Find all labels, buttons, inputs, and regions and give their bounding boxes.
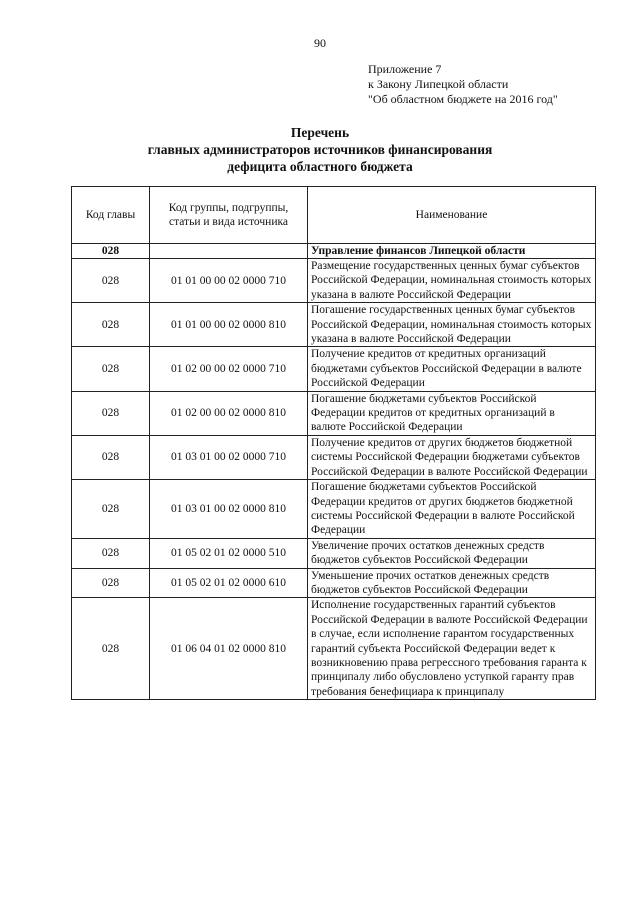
cell-chapter-code: 028 — [72, 259, 150, 303]
table-header-row — [72, 187, 596, 244]
cell-source-code — [150, 244, 308, 259]
cell-source-code: 01 01 00 00 02 0000 810 — [150, 303, 308, 347]
cell-chapter-code: 028 — [72, 391, 150, 435]
cell-name: Уменьшение прочих остатков денежных средств бюджетов субъектов Российской Федерации — [308, 568, 596, 598]
document-title — [0, 124, 640, 175]
cell-name: Получение кредитов от других бюджетов бюджетной системы Российской Федерации бюджетами субъектов Российской Федерации в валюте Российской Федерации — [308, 435, 596, 479]
table-row — [72, 598, 596, 700]
cell-chapter-code: 028 — [72, 435, 150, 479]
cell-chapter-code: 028 — [72, 538, 150, 568]
table-row — [72, 303, 596, 347]
cell-chapter-code: 028 — [72, 244, 150, 259]
appendix-line: Приложение 7 — [368, 62, 442, 76]
table-row — [72, 391, 596, 435]
table-body — [72, 244, 596, 700]
page-number: 90 — [314, 36, 326, 50]
header-kbk: Код группы, подгруппы, статьи и вида источника — [150, 187, 308, 244]
cell-source-code: 01 03 01 00 02 0000 810 — [150, 480, 308, 539]
cell-name: Управление финансов Липецкой области — [308, 244, 596, 259]
cell-source-code: 01 01 00 00 02 0000 710 — [150, 259, 308, 303]
table-row — [72, 347, 596, 391]
cell-name: Получение кредитов от кредитных организаций бюджетами субъектов Российской Федерации в валюте Российской Федерации — [308, 347, 596, 391]
cell-name: Погашение бюджетами субъектов Российской Федерации кредитов от кредитных организаций в валюте Российской Федерации — [308, 391, 596, 435]
title-line: дефицита областного бюджета — [227, 159, 413, 174]
table-row — [72, 435, 596, 479]
cell-name: Увеличение прочих остатков денежных средств бюджетов субъектов Российской Федерации — [308, 538, 596, 568]
cell-source-code: 01 03 01 00 02 0000 710 — [150, 435, 308, 479]
cell-source-code: 01 02 00 00 02 0000 810 — [150, 391, 308, 435]
cell-name: Размещение государственных ценных бумаг субъектов Российской Федерации, номинальная стоимость которых указана в валюте Российской Федерации — [308, 259, 596, 303]
cell-source-code: 01 05 02 01 02 0000 610 — [150, 568, 308, 598]
appendix-line: "Об областном бюджете на 2016 год" — [368, 92, 558, 106]
cell-name: Исполнение государственных гарантий субъектов Российской Федерации в валюте Российской Федерации в случае, если исполнение гарантом государственных гарантий субъекта Российской Федерации ведет к возникновению права регрессного требования гаранта к принципалу либо обусловлено уступкой гаранту прав требования бенефициара к принципалу — [308, 598, 596, 700]
table-row — [72, 480, 596, 539]
cell-source-code: 01 02 00 00 02 0000 710 — [150, 347, 308, 391]
title-line: главных администраторов источников финансирования — [147, 142, 493, 157]
header-code: Код главы — [72, 187, 150, 244]
cell-name: Погашение государственных ценных бумаг субъектов Российской Федерации, номинальная стоимость которых указана в валюте Российской Федерации — [308, 303, 596, 347]
appendix-line: к Закону Липецкой области — [368, 77, 509, 91]
header-name: Наименование — [308, 187, 596, 244]
table-row — [72, 259, 596, 303]
cell-chapter-code: 028 — [72, 480, 150, 539]
cell-source-code: 01 06 04 01 02 0000 810 — [150, 598, 308, 700]
cell-name: Погашение бюджетами субъектов Российской Федерации кредитов от других бюджетов бюджетной системы Российской Федерации в валюте Российской Федерации — [308, 480, 596, 539]
cell-source-code: 01 05 02 01 02 0000 510 — [150, 538, 308, 568]
cell-chapter-code: 028 — [72, 347, 150, 391]
administrators-table — [71, 186, 596, 700]
cell-chapter-code: 028 — [72, 598, 150, 700]
table-row — [72, 538, 596, 568]
cell-chapter-code: 028 — [72, 303, 150, 347]
table-row — [72, 244, 596, 259]
appendix-reference — [368, 62, 558, 107]
title-line: Перечень — [290, 125, 350, 140]
cell-chapter-code: 028 — [72, 568, 150, 598]
table-row — [72, 568, 596, 598]
